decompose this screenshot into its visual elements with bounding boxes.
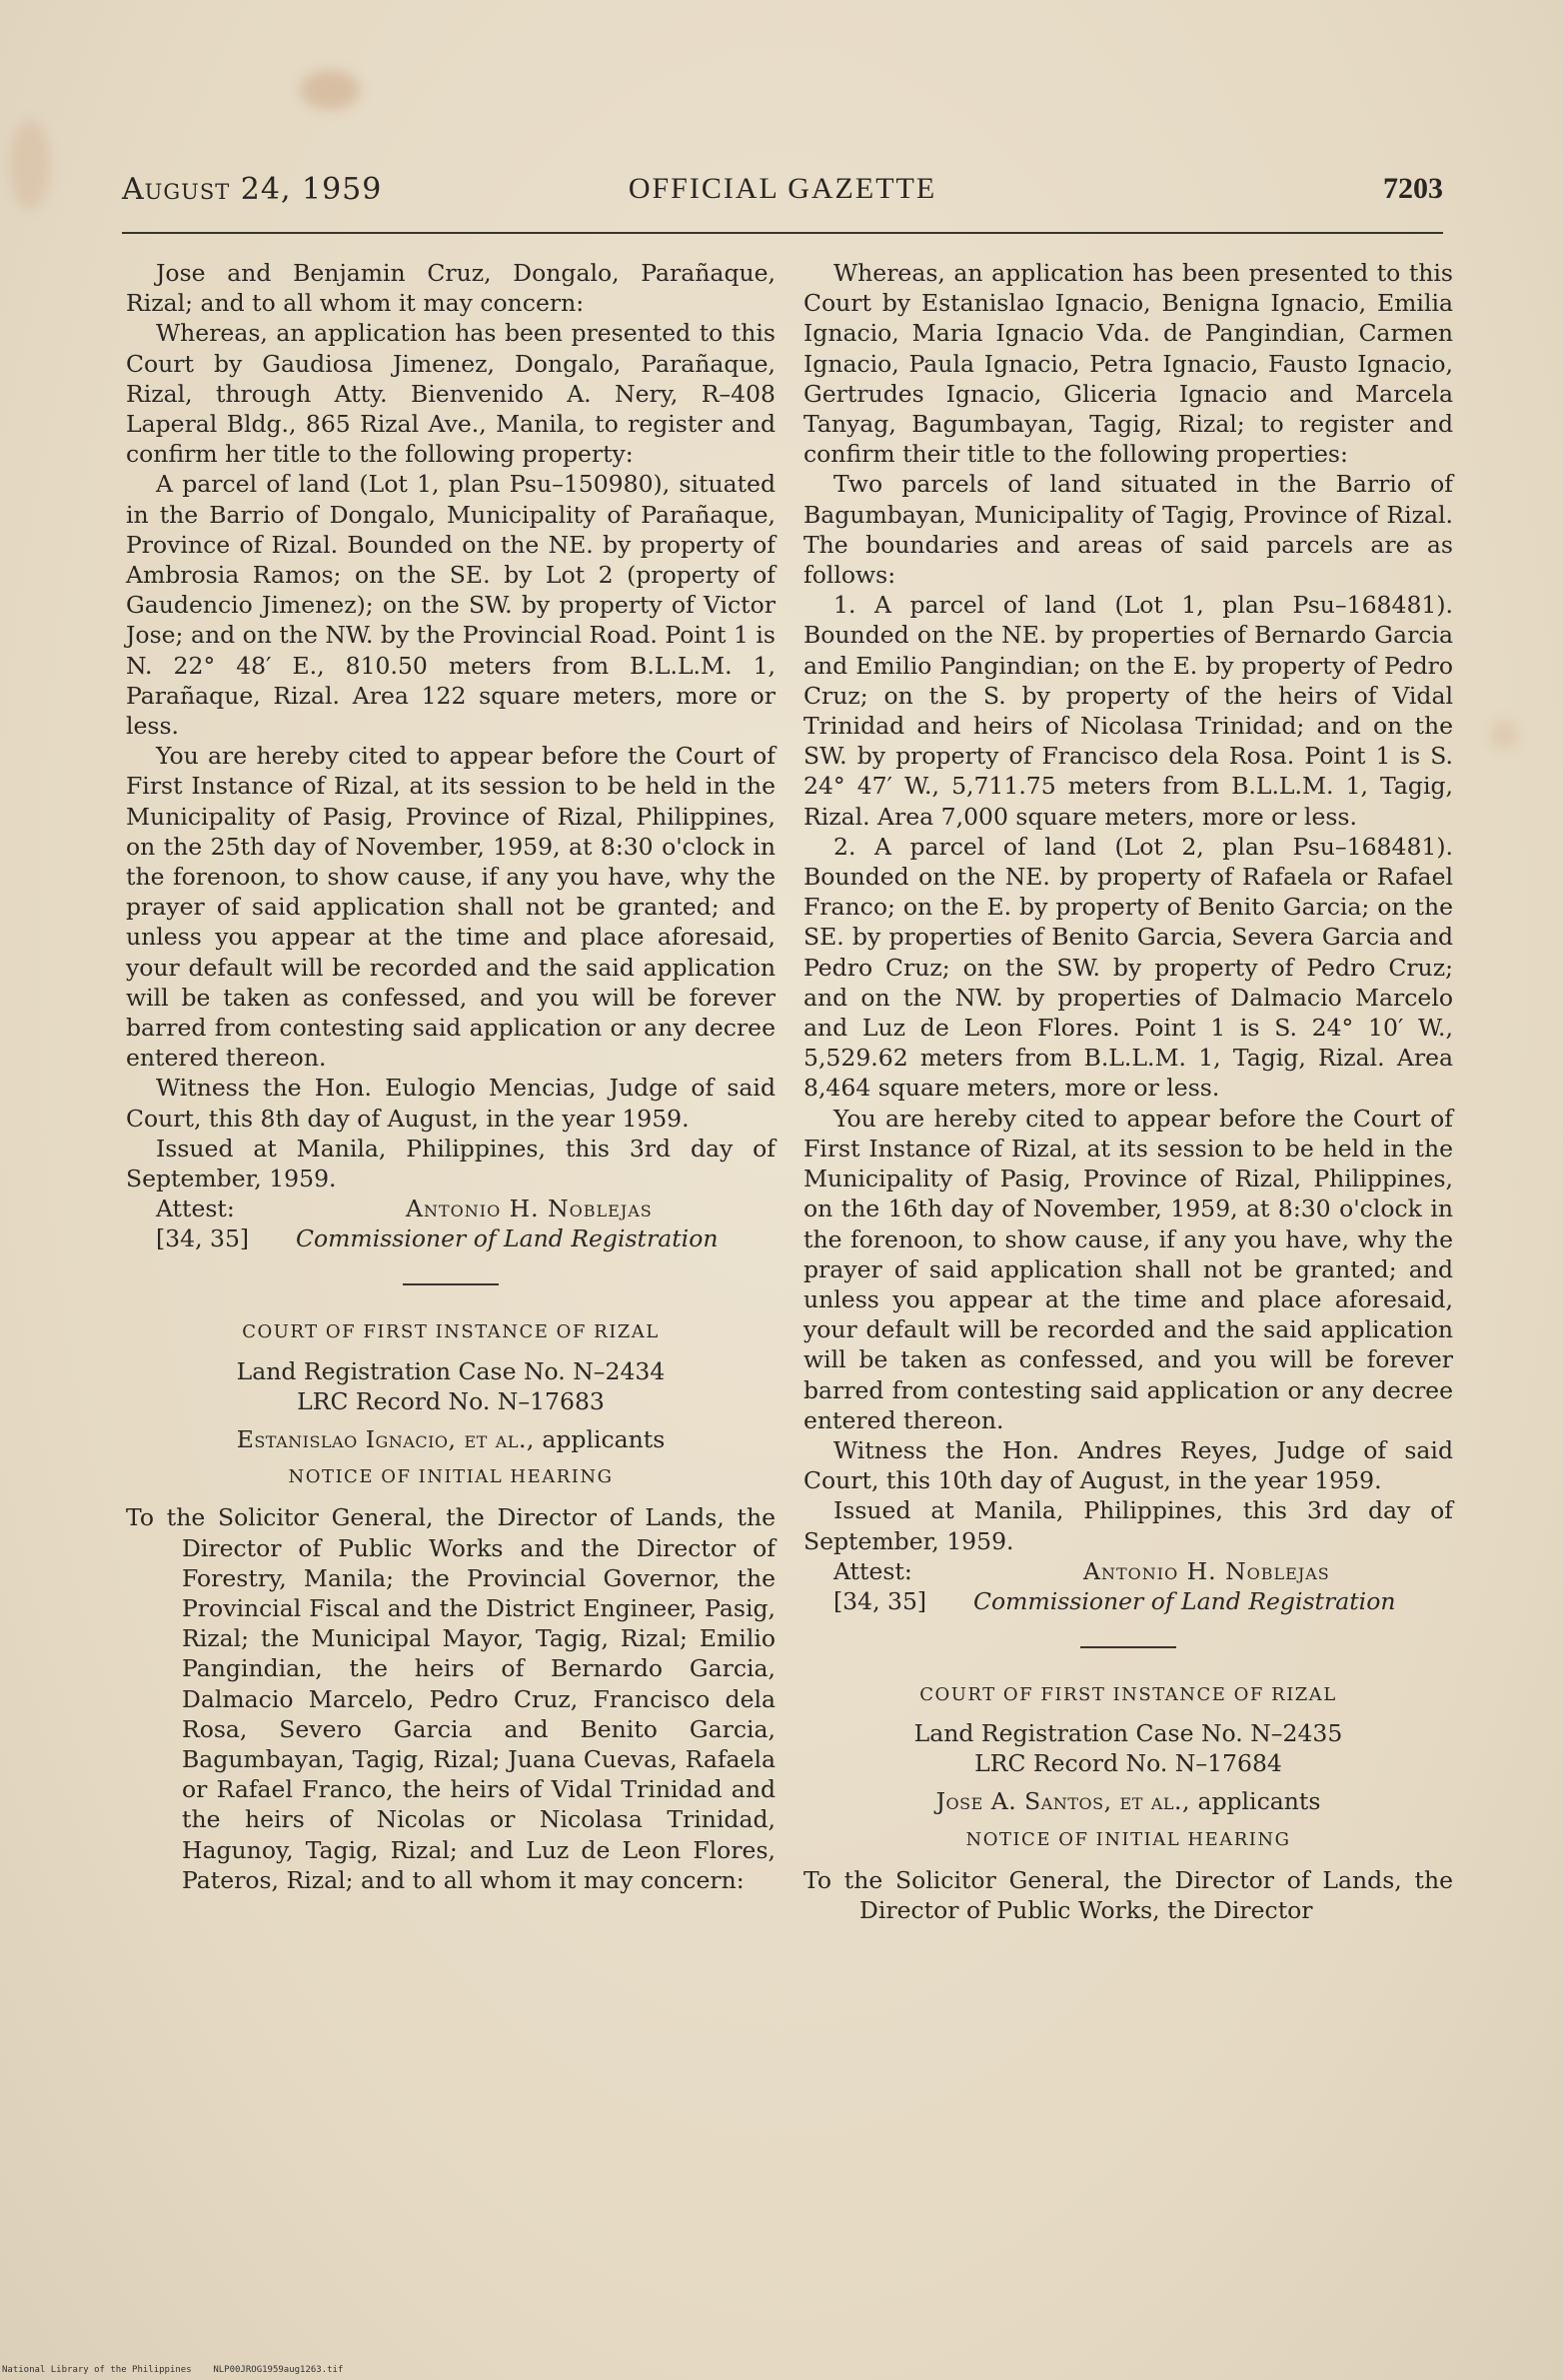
attestation bbox=[126, 1193, 776, 1253]
applicants-suffix: applicants bbox=[1189, 1787, 1321, 1816]
paragraph: Witness the Hon. Eulogio Mencias, Judge of said Court, this 8th day of August, in the year 1959. bbox=[126, 1074, 776, 1133]
paragraph: You are hereby cited to appear before the Court of First Instance of Rizal, at its session to be held in the Municipality of Pasig, Province of Rizal, Philippines, on the 16th day of November, 1959, at 8:30 o'clock in the forenoon, to show cause, if any you have, why the prayer of said application shall not be granted; and unless you appear at the time and place aforesaid, your default will be recorded and the said application will be taken as confessed, and you will be forever barred from contesting said application or any decree entered thereon. bbox=[803, 1104, 1453, 1434]
left-column bbox=[126, 258, 776, 1895]
paragraph: You are hereby cited to appear before the Court of First Instance of Rizal, at its session to be held in the Municipality of Pasig, Province of Rizal, Philippines, on the 25th day of November, 1959, at 8:30 o'clock in the forenoon, to show cause, if any you have, why the prayer of said application shall not be granted; and unless you appear at the time and place aforesaid, your default will be recorded and the said application will be taken as confessed, and you will be forever barred from contesting said application or any decree entered thereon. bbox=[126, 742, 776, 1073]
paragraph: A parcel of land (Lot 1, plan Psu–150980), situated in the Barrio of Dongalo, Municipality of Parañaque, Province of Rizal. Bounded on the NE. by property of Ambrosia Ramos; on the SE. by Lot 2 (property of Gaudencio Jimenez); on the SW. by property of Victor Jose; and on the NW. by the Provincial Road. Point 1 is N. 22° 48′ E., 810.50 meters from B.L.L.M. 1, Parañaque, Rizal. Area 122 square meters, more or less. bbox=[126, 470, 776, 741]
paragraph: Issued at Manila, Philippines, this 3rd day of September, 1959. bbox=[126, 1134, 776, 1193]
paragraph: Jose and Benjamin Cruz, Dongalo, Parañaque, Rizal; and to all whom it may concern: bbox=[126, 259, 776, 318]
attest-title: Commissioner of Land Registration bbox=[973, 1586, 1396, 1615]
notice-heading: NOTICE OF INITIAL HEARING bbox=[965, 1828, 1291, 1850]
case-number: Land Registration Case No. N–2434 bbox=[236, 1356, 666, 1385]
court-heading: COURT OF FIRST INSTANCE OF RIZAL bbox=[919, 1683, 1337, 1705]
footer-file: NLP00JROG1959aug1263.tif bbox=[213, 2365, 344, 2375]
issue-date: August 24, 1959 bbox=[122, 172, 383, 207]
header-rule bbox=[122, 232, 1443, 234]
right-column bbox=[803, 258, 1453, 1925]
notice-heading: NOTICE OF INITIAL HEARING bbox=[288, 1466, 614, 1488]
page-number: 7203 bbox=[1383, 172, 1443, 205]
attest-ref: [34, 35] bbox=[156, 1224, 250, 1253]
section-divider bbox=[1080, 1646, 1176, 1648]
addressees: To the Solicitor General, the Director of Lands, the Director of Public Works and the Director of Forestry, Manila; the Provincial Governor, the Provincial Fiscal and the District Engineer, Pasig, Rizal; the Municipal Mayor, Tagig, Rizal; Emilio Pangindian, the heirs of Bernardo Garcia, Dalmacio Marcelo, Pedro Cruz, Francisco dela Rosa, Severo Garcia and Benito Garcia, Bagumbayan, Tagig, Rizal; Juana Cuevas, Rafaela or Rafael Franco, the heirs of Vidal Trinidad and the heirs of Nicolas or Nicolasa Trinidad, Hagunoy, Tagig, Rizal; and Luz de Leon Flores, Pateros, Rizal; and to all whom it may concern: bbox=[126, 1503, 776, 1894]
page-header bbox=[122, 172, 1443, 222]
paragraph: Whereas, an application has been presented to this Court by Estanislao Ignacio, Benigna Ignacio, Emilia Ignacio, Maria Ignacio Vda. de Pangindian, Carmen Ignacio, Paula Ignacio, Petra Ignacio, Fausto Ignacio, Gertrudes Ignacio, Gliceria Ignacio and Marcela Tanyag, Bagumbayan, Tagig, Rizal; to register and confirm their title to the following properties: bbox=[803, 259, 1453, 469]
record-number: LRC Record No. N–17683 bbox=[297, 1386, 605, 1415]
attestation bbox=[803, 1556, 1453, 1616]
attest-label: Attest: bbox=[833, 1556, 912, 1585]
paragraph: Issued at Manila, Philippines, this 3rd day of September, 1959. bbox=[803, 1496, 1453, 1555]
record-number: LRC Record No. N–17684 bbox=[974, 1749, 1282, 1778]
applicants-name: Jose A. Santos, et al., bbox=[935, 1787, 1190, 1816]
attest-name: Antonio H. Noblejas bbox=[406, 1194, 653, 1223]
applicants-suffix: applicants bbox=[534, 1424, 666, 1453]
attest-ref: [34, 35] bbox=[833, 1586, 927, 1615]
paragraph: Whereas, an application has been presented to this Court by Gaudiosa Jimenez, Dongalo, Parañaque, Rizal, through Atty. Bienvenido A. Nery, R–408 Laperal Bldg., 865 Rizal Ave., Manila, to register and confirm her title to the following property: bbox=[126, 319, 776, 469]
case-number: Land Registration Case No. N–2435 bbox=[913, 1718, 1343, 1747]
paper-stain bbox=[300, 70, 360, 110]
attest-label: Attest: bbox=[156, 1194, 235, 1223]
section-divider bbox=[403, 1283, 499, 1285]
applicants-line bbox=[803, 1786, 1453, 1816]
applicants-line bbox=[126, 1424, 776, 1454]
paragraph: 2. A parcel of land (Lot 2, plan Psu–168481). Bounded on the NE. by property of Rafaela or Rafael Franco; on the E. by property of Benito Garcia; on the SE. by properties of Benito Garcia, Severa Garcia and Pedro Cruz; on the SW. by property of Pedro Cruz; and on the NW. by properties of Dalmacio Marcelo and Luz de Leon Flores. Point 1 is S. 24° 10′ W., 5,529.62 meters from B.L.L.M. 1, Tagig, Rizal. Area 8,464 square meters, more or less. bbox=[803, 832, 1453, 1103]
paragraph: 1. A parcel of land (Lot 1, plan Psu–168481). Bounded on the NE. by properties of Bernardo Garcia and Emilio Pangindian; on the E. by property of Pedro Cruz; on the S. by property of the heirs of Vidal Trinidad and heirs of Nicolasa Trinidad; and on the SW. by property of Francisco dela Rosa. Point 1 is S. 24° 47′ W., 5,711.75 meters from B.L.L.M. 1, Tagig, Rizal. Area 7,000 square meters, more or less. bbox=[803, 591, 1453, 831]
paper-stain bbox=[10, 120, 50, 210]
scan-footer bbox=[2, 2365, 343, 2375]
attest-name: Antonio H. Noblejas bbox=[1083, 1556, 1330, 1585]
addressees: To the Solicitor General, the Director of Lands, the Director of Public Works, the Director bbox=[803, 1865, 1453, 1924]
applicants-name: Estanislao Ignacio, et al., bbox=[236, 1424, 535, 1453]
paper-stain bbox=[1489, 720, 1519, 750]
footer-library: National Library of the Philippines bbox=[2, 2365, 192, 2375]
court-heading: COURT OF FIRST INSTANCE OF RIZAL bbox=[242, 1321, 660, 1343]
paragraph: Two parcels of land situated in the Barrio of Bagumbayan, Municipality of Tagig, Province of Rizal. The boundaries and areas of said parcels are as follows: bbox=[803, 470, 1453, 590]
attest-title: Commissioner of Land Registration bbox=[296, 1224, 719, 1253]
publication-title: OFFICIAL GAZETTE bbox=[628, 172, 937, 205]
paragraph: Witness the Hon. Andres Reyes, Judge of said Court, this 10th day of August, in the year 1959. bbox=[803, 1435, 1453, 1495]
